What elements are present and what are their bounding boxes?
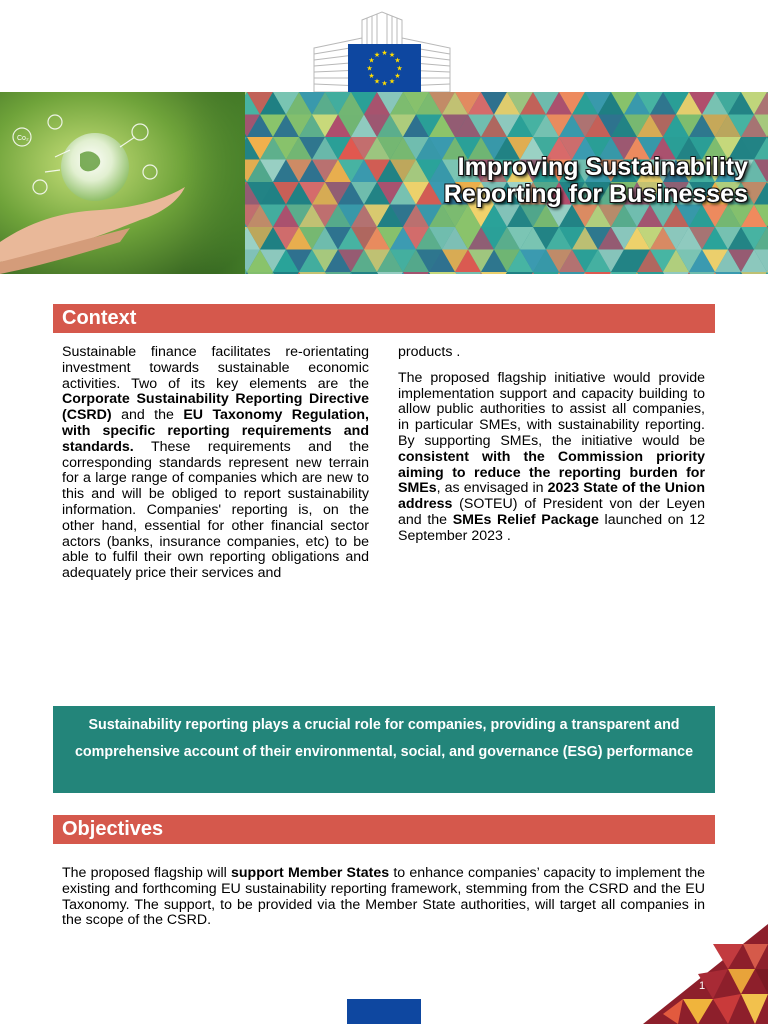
svg-text:★: ★ [388,51,396,59]
svg-text:★: ★ [373,77,381,86]
context-right-paragraph-2: The proposed flagship initiative would provide implementation support and capacity building to allow public authorities to assist all companies, in particular SMEs, with sustainability reporting. By supporting SMEs, the initiative would be consistent with the Commission priority aiming to reduce the reporting burden for SMEs, as envisaged in 2023 State of the Union address (SOTEU) of President von der Leyen and the SMEs Relief Package launched on 12 September 2023 . [398,369,706,544]
objectives-text [62,866,705,929]
context-heading: Context [53,304,715,333]
mosaic-tile [455,272,481,274]
svg-text:★: ★ [373,51,381,59]
context-left-paragraph: Sustainable finance facilitates re-orientating investment towards sustainable economic activities. Two of its key elements are the Corporate Sustainability Reporting Directive (CSRD) and the EU Taxonomy Regulation, with specific reporting requirements and standards. These requirements and the corresponding standards represent new terrain for a large range of companies which are new to this and will be obliged to report sustainability information. Companies' reporting is, on the other hand, essential for other financial sector actors (banks, insurance companies, etc) to be able to fulfil their own reporting obligations and adequately price their services and [62,344,369,582]
hero-banner [0,92,768,274]
objectives-heading: Objectives [53,815,715,844]
svg-text:★: ★ [394,56,401,65]
svg-text:★: ★ [381,79,388,88]
footer-eu-flag [347,999,421,1024]
mosaic-tile [481,272,507,274]
mosaic-tile [351,272,377,274]
mosaic-tile [741,272,767,274]
objectives-paragraph: The proposed flagship will support Member States to enhance companies’ capacity to implement the existing and forthcoming EU sustainability reporting framework, stemming from the CSRD and the EU Taxonomy. The support, to be provided via the Member State authorities, will target all companies in the scope of the CSRD. [62,865,706,929]
banner-title [444,154,748,208]
page-number: 1 [699,980,706,992]
svg-text:★: ★ [366,64,373,73]
mosaic-tile [637,272,663,274]
mosaic-tile [247,272,273,274]
key-message-box: Sustainability reporting plays a crucial role for companies, providing a transparent and comprehensive account of their environmental, social, and governance (ESG) performance [53,706,715,793]
context-right-column [398,345,705,545]
mosaic-tile [663,272,689,274]
mosaic-tile [377,272,403,274]
svg-text:★: ★ [394,72,401,80]
mosaic-tile [533,272,559,274]
mosaic-tile [429,272,455,274]
banner-title-line1: Improving Sustainability [457,153,748,181]
mosaic-tile [559,272,585,274]
eu-flag [348,44,421,93]
svg-text:★: ★ [396,64,403,73]
mosaic-tile [585,272,611,274]
svg-text:★: ★ [368,56,375,65]
mosaic-tile [689,272,715,274]
svg-text:★: ★ [388,77,396,86]
mosaic-tile [611,272,637,274]
mosaic-tile [325,272,351,274]
svg-text:★: ★ [368,72,375,80]
context-right-paragraph-1: products . [398,344,461,360]
mosaic-tile [273,272,299,274]
hand-globe-photo [0,92,245,274]
corner-triangle-decoration [643,924,768,1024]
svg-text:★: ★ [381,49,388,57]
mosaic-tile [299,272,325,274]
mosaic-tile [403,272,429,274]
context-left-column [62,345,369,582]
mosaic-tile [507,272,533,274]
banner-title-line2: Reporting for Businesses [443,180,748,208]
eu-stars-icon [348,44,421,93]
mosaic-tile [715,272,741,274]
